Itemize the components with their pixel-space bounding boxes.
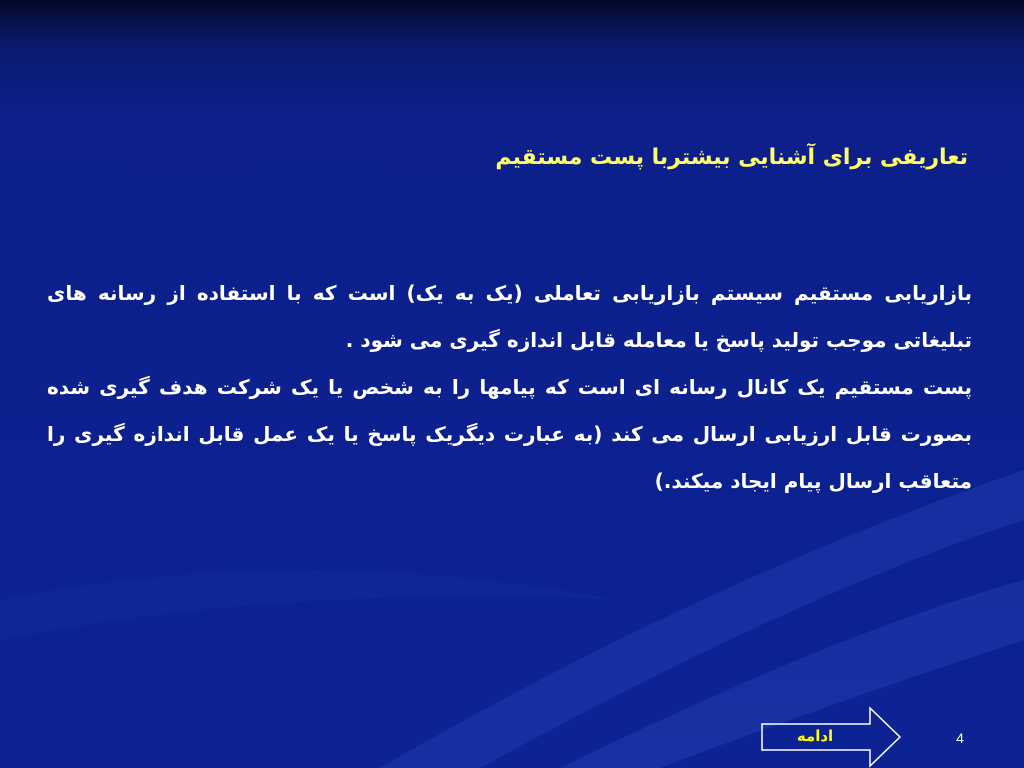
next-button[interactable]: [760, 706, 902, 768]
slide-title: تعاریفی برای آشنایی بیشتربا پست مستقیم: [495, 145, 968, 170]
definition-paragraph-direct-marketing: بازاریابی مستقیم سیستم بازاریابی تعاملی (یک به یک) است که با استفاده از رسانه های تبلیغاتی موجب تولید پاسخ یا معامله قابل اندازه گیری می شود .: [47, 281, 972, 352]
next-button-label: ادامه: [796, 727, 834, 745]
definition-paragraph-direct-mail: پست مستقیم یک کانال رسانه ای است که پیامها را به شخص یا یک شرکت هدف گیری شده بصورت قابل ارزیابی ارسال می کند (به عبارت دیگریک پاسخ یا یک عمل قابل اندازه گیری را متعاقب ارسال پیام ایجاد میکند.): [47, 375, 972, 493]
slide-body: [47, 270, 972, 505]
page-number: 4: [956, 730, 964, 746]
